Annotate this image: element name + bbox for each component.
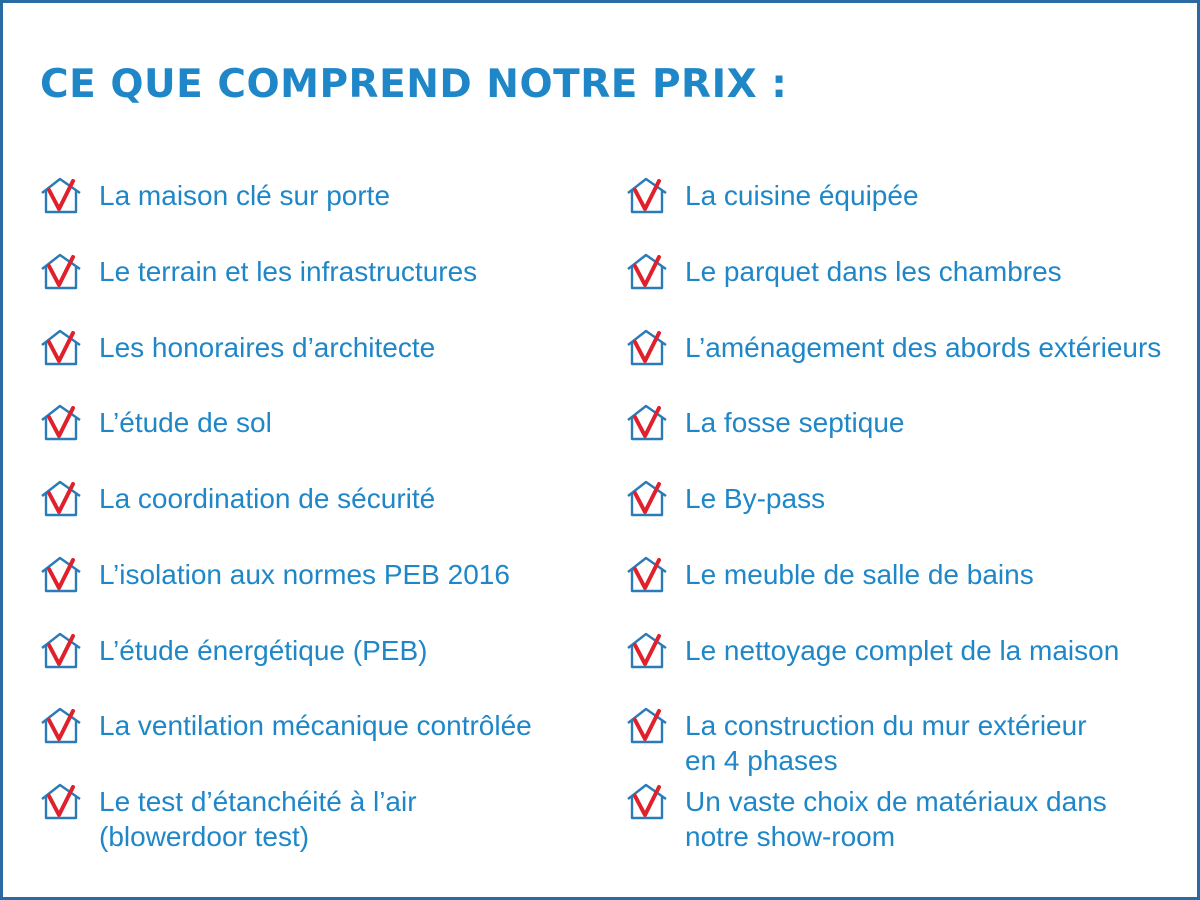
list-item-label: Le test d’étanchéité à l’air (blowerdoor test) [99,786,417,852]
list-item-label: La maison clé sur porte [99,180,391,211]
list-item-label: L’isolation aux normes PEB 2016 [99,559,510,590]
house-checkmark-icon [625,328,669,368]
house-checkmark-icon [625,403,669,443]
house-checkmark-icon [625,706,669,746]
list-item-label: La fosse septique [685,407,905,438]
house-checkmark-icon [39,706,83,746]
list-item-label: Les honoraires d’architecte [99,332,436,363]
list-item-label: Le By-pass [685,483,826,514]
house-checkmark-icon [39,555,83,595]
house-checkmark-icon [625,631,669,671]
house-checkmark-icon [625,176,669,216]
house-checkmark-icon [39,403,83,443]
list-item-label: L’aménagement des abords extérieurs [685,332,1162,363]
house-checkmark-icon [625,252,669,292]
page-title: CE QUE COMPREND NOTRE PRIX : [40,62,788,107]
list-item-label: La construction du mur extérieur en 4 phases [685,710,1087,776]
list-item-label: Un vaste choix de matériaux dans notre show-room [685,786,1107,852]
list-item-label: La ventilation mécanique contrôlée [99,710,532,741]
house-checkmark-icon [39,479,83,519]
house-checkmark-icon [39,782,83,822]
list-item-label: L’étude de sol [99,407,272,438]
house-checkmark-icon [39,631,83,671]
list-item-label: Le nettoyage complet de la maison [685,635,1120,666]
list-item-label: Le meuble de salle de bains [685,559,1034,590]
house-checkmark-icon [39,328,83,368]
house-checkmark-icon [39,176,83,216]
house-checkmark-icon [39,252,83,292]
house-checkmark-icon [625,479,669,519]
list-item-label: La cuisine équipée [685,180,919,211]
list-item-label: La coordination de sécurité [99,483,436,514]
house-checkmark-icon [625,782,669,822]
list-item-label: Le parquet dans les chambres [685,256,1062,287]
list-item-label: Le terrain et les infrastructures [99,256,478,287]
house-checkmark-icon [625,555,669,595]
list-item-label: L’étude énergétique (PEB) [99,635,428,666]
